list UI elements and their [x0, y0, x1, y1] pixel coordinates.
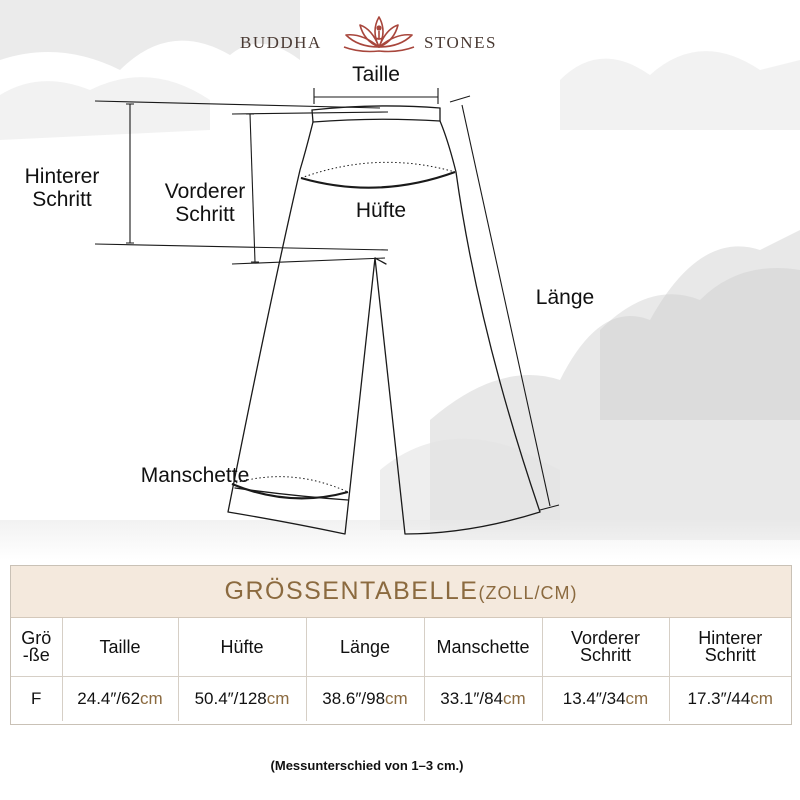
hip-cell: [178, 677, 306, 722]
hip-label: Hüfte: [355, 199, 407, 222]
size-cell: F: [11, 677, 62, 722]
cuff-value: 33.1″/84: [440, 689, 504, 708]
hip-measure-line: [301, 162, 455, 187]
waist-measure-arrow: [314, 88, 438, 104]
size-table-header: [11, 566, 791, 618]
measurement-note: (Messunterschied von 1–3 cm.): [270, 758, 464, 773]
front-rise-cell: [542, 677, 669, 722]
column-header-length: Länge: [306, 618, 424, 677]
hip-unit: cm: [266, 689, 290, 708]
cuff-cell: [424, 677, 542, 722]
waist-cell: [62, 677, 178, 722]
front-rise-unit: cm: [625, 689, 649, 708]
column-header-hip: Hüfte: [178, 618, 306, 677]
back-rise-unit: cm: [750, 689, 773, 708]
waist-value: 24.4″/62: [77, 689, 141, 708]
length-unit: cm: [385, 689, 408, 708]
back-rise-arrow: [95, 101, 388, 250]
column-header-size: Grö -ße: [11, 618, 62, 677]
size-table: [10, 565, 792, 725]
waist-label: Taille: [352, 63, 400, 86]
table-header-row: [11, 618, 791, 677]
column-header-cuff: Manschette: [424, 618, 542, 677]
front-rise-value: 13.4″/34: [562, 689, 626, 708]
back-rise-value: 17.3″/44: [687, 689, 751, 708]
back-rise-label: Hinterer Schritt: [24, 165, 100, 211]
waist-unit: cm: [140, 689, 163, 708]
size-table-grid: [11, 618, 791, 721]
length-value: 38.6″/98: [322, 689, 386, 708]
column-header-back-rise: Hinterer Schritt: [669, 618, 791, 677]
brand-name-right: STONES: [424, 33, 497, 52]
column-header-front-rise: Vorderer Schritt: [542, 618, 669, 677]
table-row: [11, 677, 791, 722]
length-cell: [306, 677, 424, 722]
length-label: Länge: [535, 286, 595, 309]
column-header-waist: Taille: [62, 618, 178, 677]
cuff-unit: cm: [503, 689, 526, 708]
hip-value: 50.4″/128: [194, 689, 267, 708]
back-rise-cell: [669, 677, 791, 722]
size-table-unit: (ZOLL/CM): [478, 583, 578, 603]
cuff-label: Manschette: [140, 464, 250, 487]
brand-name-left: BUDDHA: [240, 33, 322, 52]
size-table-title: GRÖSSENTABELLE: [224, 577, 479, 605]
front-rise-label: Vorderer Schritt: [164, 180, 246, 226]
pants-outline: [228, 121, 540, 534]
